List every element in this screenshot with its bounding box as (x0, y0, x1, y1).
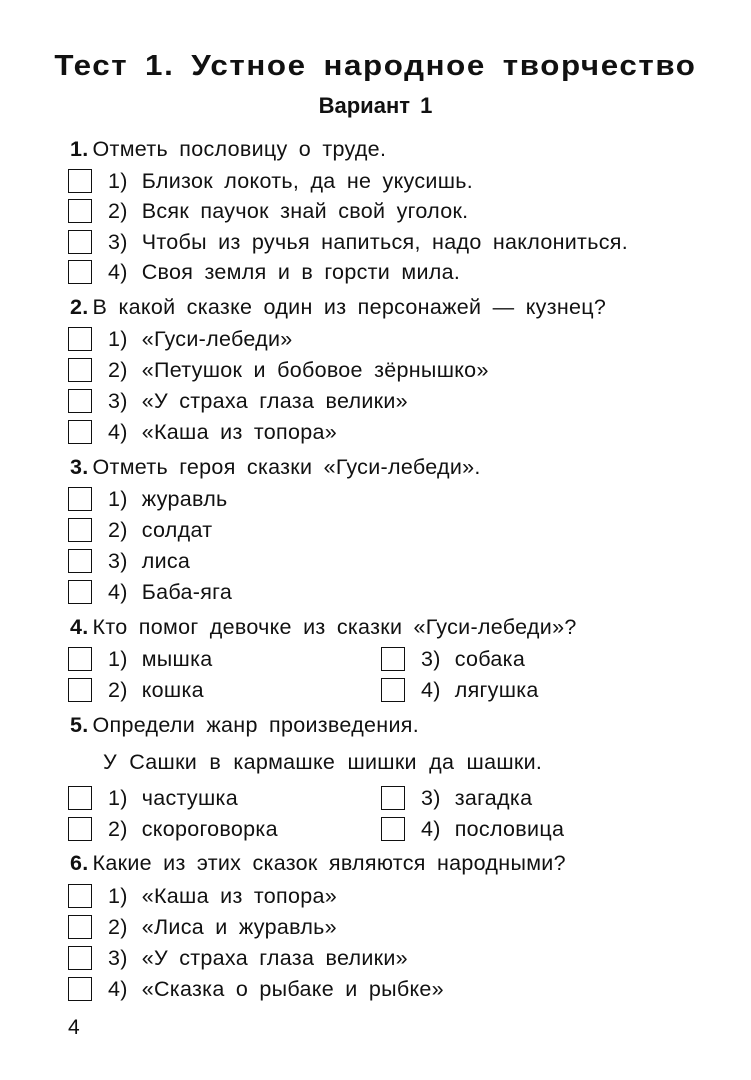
option-text: частушка (141, 785, 238, 810)
q1-option-1[interactable] (68, 168, 473, 194)
page-number: 4 (68, 1016, 80, 1039)
question-text: Отметь пословицу о труде. (92, 137, 387, 161)
option-label: 1) (108, 646, 128, 671)
option-label: 2) (108, 816, 128, 841)
option-label: 1) (108, 326, 128, 351)
q5-option-1[interactable] (68, 785, 238, 811)
q2-option-4[interactable] (68, 419, 337, 445)
q3-option-1[interactable] (68, 486, 228, 512)
option-text: «Каша из топора» (141, 883, 338, 908)
q5-option-3[interactable] (381, 785, 532, 811)
checkbox[interactable] (68, 549, 92, 573)
checkbox[interactable] (68, 817, 92, 841)
checkbox[interactable] (68, 580, 92, 604)
checkbox[interactable] (68, 169, 92, 193)
question-number: 4. (70, 615, 89, 639)
checkbox[interactable] (68, 678, 92, 702)
q2-option-1[interactable] (68, 326, 293, 352)
checkbox[interactable] (381, 817, 405, 841)
question-number: 6. (70, 851, 89, 875)
question-number: 3. (70, 455, 89, 479)
option-text: «Каша из топора» (141, 419, 338, 444)
checkbox[interactable] (68, 260, 92, 284)
option-text: загадка (454, 785, 533, 810)
option-text: Своя земля и в горсти мила. (141, 259, 461, 284)
checkbox[interactable] (68, 977, 92, 1001)
option-label: 1) (108, 486, 128, 511)
question-text: Отметь героя сказки «Гуси-лебеди». (92, 455, 481, 479)
option-text: Близок локоть, да не укусишь. (141, 168, 474, 193)
question-5 (70, 713, 419, 738)
question-3 (70, 455, 481, 480)
option-text: «Лиса и журавль» (141, 914, 337, 939)
question-2 (70, 295, 606, 320)
checkbox[interactable] (381, 786, 405, 810)
question-number: 2. (70, 295, 89, 319)
checkbox[interactable] (68, 647, 92, 671)
q4-option-2[interactable] (68, 677, 204, 703)
option-label: 4) (108, 259, 128, 284)
option-label: 4) (108, 419, 128, 444)
q6-option-2[interactable] (68, 914, 337, 940)
option-label: 1) (108, 883, 128, 908)
option-text: лиса (141, 548, 191, 573)
question-text: Какие из этих сказок являются народными? (92, 851, 566, 875)
option-label: 3) (421, 785, 441, 810)
checkbox[interactable] (68, 487, 92, 511)
q3-option-2[interactable] (68, 517, 212, 543)
option-text: «Сказка о рыбаке и рыбке» (141, 976, 444, 1001)
variant-heading: Вариант 1 (318, 93, 433, 118)
checkbox[interactable] (68, 884, 92, 908)
q2-option-3[interactable] (68, 388, 408, 414)
option-text: Баба-яга (141, 579, 233, 604)
option-label: 4) (108, 579, 128, 604)
option-label: 3) (108, 388, 128, 413)
option-label: 2) (108, 517, 128, 542)
option-text: Чтобы из ручья напиться, надо наклониться. (141, 229, 628, 254)
q1-option-2[interactable] (68, 198, 468, 224)
question-1 (70, 137, 386, 162)
option-label: 1) (108, 168, 128, 193)
option-text: «Гуси-лебеди» (141, 326, 293, 351)
checkbox[interactable] (381, 647, 405, 671)
q6-option-4[interactable] (68, 976, 444, 1002)
question-number: 5. (70, 713, 89, 737)
question-4 (70, 615, 577, 640)
question-text: Определи жанр произведения. (92, 713, 419, 737)
option-text: «У страха глаза велики» (141, 388, 408, 413)
option-label: 2) (108, 357, 128, 382)
option-text: кошка (141, 677, 204, 702)
q2-option-2[interactable] (68, 357, 489, 383)
q5-option-2[interactable] (68, 816, 278, 842)
question-6 (70, 851, 566, 876)
option-label: 3) (108, 548, 128, 573)
q4-option-1[interactable] (68, 646, 213, 672)
option-text: Всяк паучок знай свой уголок. (141, 198, 469, 223)
checkbox[interactable] (68, 915, 92, 939)
option-text: лягушка (454, 677, 539, 702)
option-label: 3) (108, 229, 128, 254)
q1-option-4[interactable] (68, 259, 460, 285)
q3-option-4[interactable] (68, 579, 232, 605)
option-label: 3) (108, 945, 128, 970)
option-text: пословица (454, 816, 565, 841)
q6-option-1[interactable] (68, 883, 337, 909)
question-text: Кто помог девочке из сказки «Гуси-лебеди»? (92, 615, 577, 639)
option-text: «Петушок и бобовое зёрнышко» (141, 357, 489, 382)
q5-option-4[interactable] (381, 816, 564, 842)
test-title: Тест 1. Устное народное творчество (54, 50, 697, 82)
option-label: 2) (108, 914, 128, 939)
checkbox[interactable] (68, 420, 92, 444)
option-label: 2) (108, 677, 128, 702)
option-text: солдат (141, 517, 213, 542)
q4-option-4[interactable] (381, 677, 539, 703)
option-text: журавль (141, 486, 228, 511)
checkbox[interactable] (68, 327, 92, 351)
checkbox[interactable] (381, 678, 405, 702)
option-label: 4) (421, 816, 441, 841)
option-label: 2) (108, 198, 128, 223)
checkbox[interactable] (68, 518, 92, 542)
question-number: 1. (70, 137, 89, 161)
sample-text: У Сашки в кармашке шишки да шашки. (103, 750, 543, 774)
question-text: В какой сказке один из персонажей — кузнец? (92, 295, 607, 319)
option-text: скороговорка (141, 816, 278, 841)
q6-option-3[interactable] (68, 945, 408, 971)
q3-option-3[interactable] (68, 548, 190, 574)
checkbox[interactable] (68, 786, 92, 810)
option-label: 3) (421, 646, 441, 671)
checkbox[interactable] (68, 199, 92, 223)
checkbox[interactable] (68, 358, 92, 382)
option-text: собака (454, 646, 526, 671)
option-text: «У страха глаза велики» (141, 945, 408, 970)
option-text: мышка (141, 646, 213, 671)
checkbox[interactable] (68, 230, 92, 254)
q1-option-3[interactable] (68, 229, 628, 255)
checkbox[interactable] (68, 946, 92, 970)
option-label: 4) (421, 677, 441, 702)
checkbox[interactable] (68, 389, 92, 413)
option-label: 1) (108, 785, 128, 810)
q4-option-3[interactable] (381, 646, 525, 672)
option-label: 4) (108, 976, 128, 1001)
